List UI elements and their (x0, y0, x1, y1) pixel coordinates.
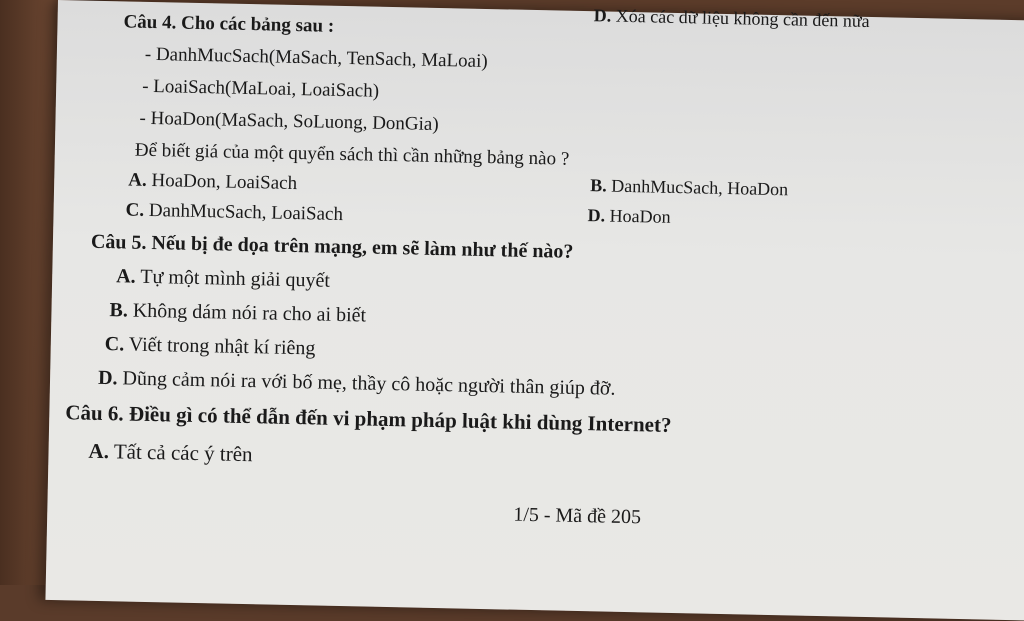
table-loaisach: - LoaiSach(MaLoai, LoaiSach) (141, 75, 380, 102)
option-text: HoaDon (609, 205, 671, 227)
top-option-d (594, 5, 870, 32)
option-label: A. (128, 169, 147, 191)
q4-option-d (587, 205, 670, 228)
question-text: Điều gì có thể dẫn đến vi phạm pháp luật khi dùng Internet? (128, 401, 672, 437)
question-text: Nếu bị đe dọa trên mạng, em sẽ làm như thế nào? (151, 232, 574, 263)
question-number: Câu 6. (65, 400, 124, 426)
option-label: A. (115, 265, 136, 288)
table-hoadon: - HoaDon(MaSach, SoLuong, DonGia) (139, 107, 439, 135)
option-text: DanhMucSach, HoaDon (611, 175, 789, 200)
q5-option-a (116, 265, 330, 292)
q5-option-d (98, 367, 616, 401)
option-text: DanhMucSach, LoaiSach (148, 199, 344, 226)
option-text: Xóa các dữ liệu không cần đến nữa (615, 5, 870, 32)
option-label: C. (125, 199, 145, 221)
question-4-prompt: Để biết giá của một quyển sách thì cần những bảng nào ? (134, 139, 570, 170)
option-text: Tự một mình giải quyết (140, 265, 331, 292)
q4-option-b (590, 175, 788, 200)
q4-option-a (128, 170, 297, 196)
q5-option-c (105, 333, 316, 360)
option-label: D. (587, 205, 606, 226)
question-4-heading (123, 11, 334, 37)
table-danhmucsach: - DanhMucSach(MaSach, TenSach, MaLoai) (144, 43, 488, 73)
option-text: Dũng cảm nói ra với bố mẹ, thầy cô hoặc người thân giúp đỡ. (122, 367, 616, 400)
q4-option-c (125, 199, 343, 226)
option-text: Không dám nói ra cho ai biết (132, 299, 367, 327)
option-label: D. (593, 5, 612, 26)
question-5-heading (91, 231, 574, 264)
page-footer: 1/5 - Mã đề 205 (513, 503, 642, 529)
option-label: C. (104, 333, 125, 356)
question-6-heading (65, 400, 672, 438)
option-label: B. (590, 175, 607, 196)
option-label: D. (97, 366, 118, 390)
option-text: Tất cả các ý trên (113, 439, 253, 467)
exam-paper (45, 0, 1024, 621)
option-text: HoaDon, LoaiSach (151, 169, 298, 195)
question-number: Câu 4. (123, 11, 177, 34)
q5-option-b (109, 299, 366, 327)
option-text: Viết trong nhật kí riêng (128, 333, 316, 360)
option-label: B. (109, 299, 129, 322)
question-text: Cho các bảng sau : (180, 12, 335, 37)
option-label: A. (88, 438, 110, 464)
q6-option-a (88, 439, 253, 467)
question-number: Câu 5. (90, 230, 147, 254)
